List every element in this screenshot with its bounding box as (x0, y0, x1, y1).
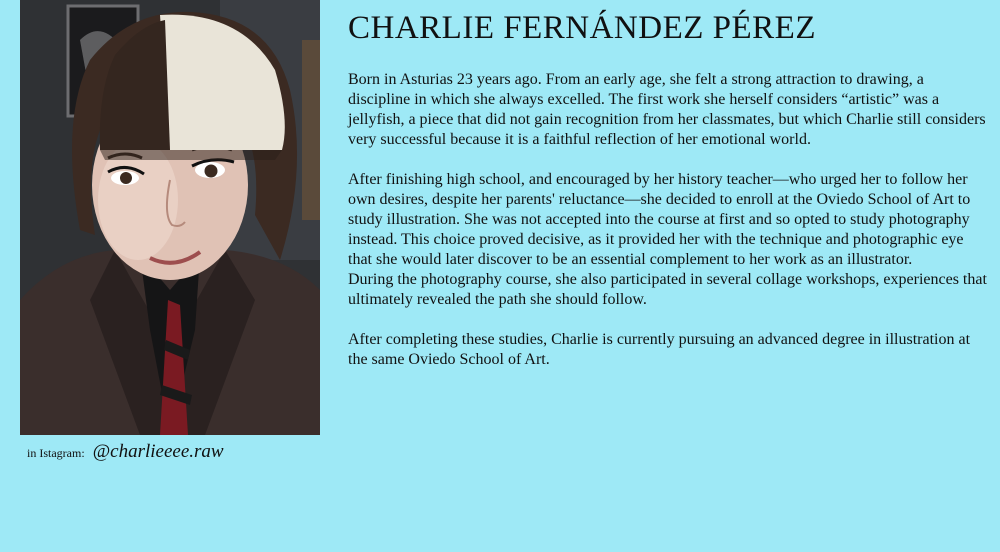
bio-paragraph-3: During the photography course, she also participated in several collage workshops, experiences that ultimately revealed the path she should follow. (348, 271, 987, 308)
bio-paragraph-1: Born in Asturias 23 years ago. From an early age, she felt a strong attraction to drawing, a discipline in which she always excelled. The first work she herself considers “artistic” was a jellyfish, a piece that did not gain recognition from her classmates, but which Charlie still considers very successful because it is a faithful reflection of her emotional world. (348, 71, 986, 148)
profile-photo (20, 0, 320, 435)
instagram-handle[interactable]: @charlieeee.raw (92, 441, 224, 462)
bio-paragraph-2: After finishing high school, and encouraged by her history teacher—who urged her to follow her own desires, despite her parents' reluctance—she decided to enroll at the Oviedo School of Art to study illustration. She was not accepted into the course at first and so opted to study photography instead. This choice proved decisive, as it provided her with the technique and photographic eye that she would later discover to be an essential complement to her work as an illustrator. (348, 171, 971, 268)
bio-paragraph-4: After completing these studies, Charlie is currently pursuing an advanced degree in illustration at the same Oviedo School of Art. (348, 331, 971, 368)
portrait-photo-icon (20, 0, 320, 435)
instagram-label: in Istagram: (27, 446, 85, 460)
instagram-line (27, 441, 224, 463)
biography (348, 70, 988, 390)
page-title: CHARLIE FERNÁNDEZ PÉREZ (348, 10, 816, 46)
